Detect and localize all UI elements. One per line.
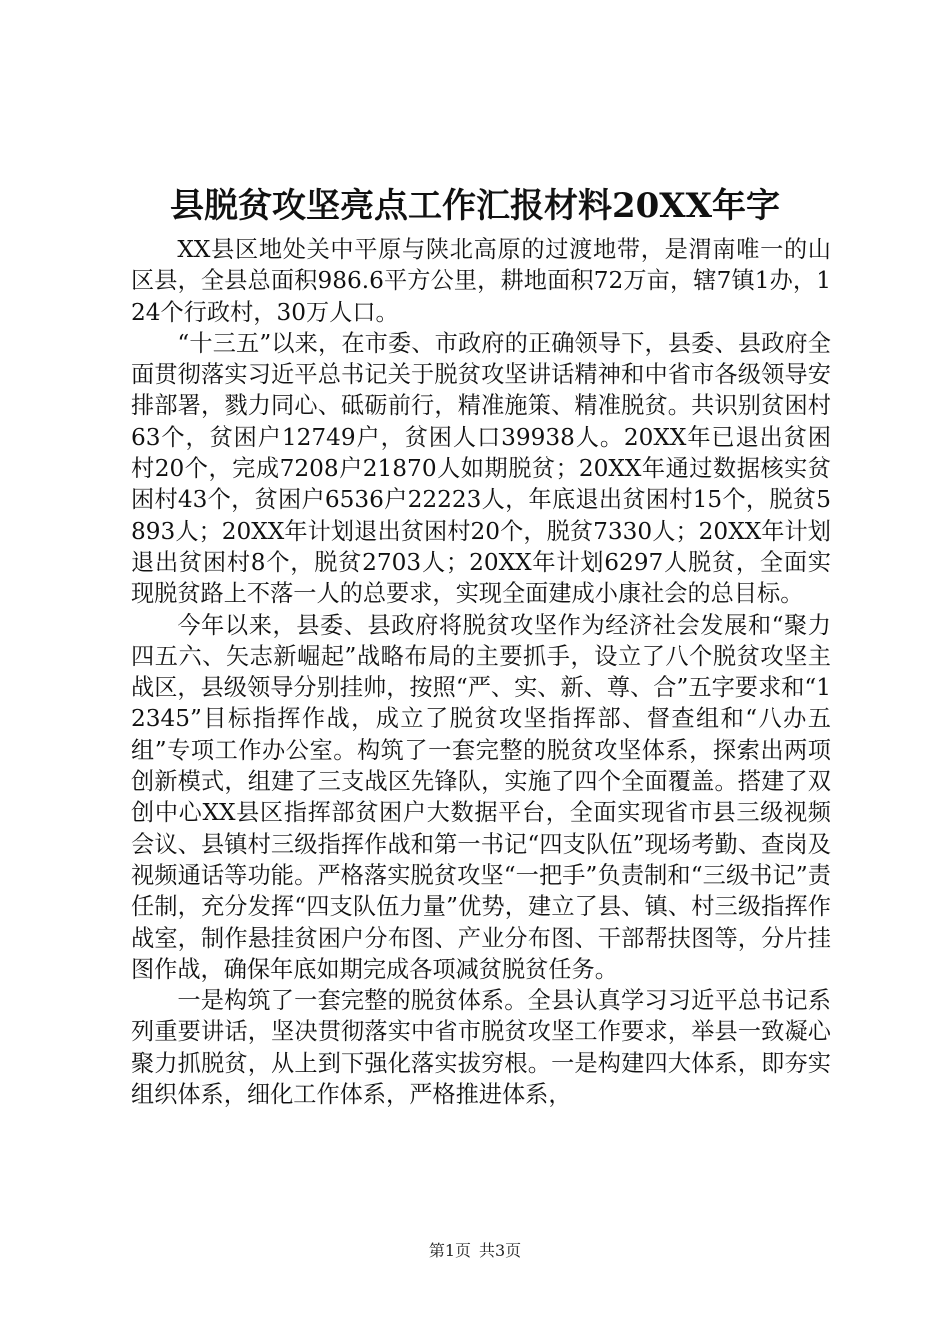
paragraph-2: “十三五”以来，在市委、市政府的正确领导下，县委、县政府全面贯彻落实习近平总书记关于脱贫攻坚讲话精神和中省市各级领导安排部署，戮力同心、砥砺前行，精准施策、精准脱贫。共识别贫困村63个，贫困户12749户，贫困人口39938人。20XX年已退出贫困村20个，完成7208户21870人如期脱贫；20XX年通过数据核实贫困村43个，贫困户6536户22223人，年底退出贫困村15个，脱贫5893人；20XX年计划退出贫困村20个，脱贫7330人；20XX年计划退出贫困村8个，脱贫2703人；20XX年计划6297人脱贫，全面实现脱贫路上不落一人的总要求，实现全面建成小康社会的总目标。: [131, 329, 831, 608]
page-number: 第1页: [428, 1241, 471, 1260]
document-title: 县脱贫攻坚亮点工作汇报材料20XX年字: [169, 186, 781, 226]
paragraph-3: 今年以来，县委、县政府将脱贫攻坚作为经济社会发展和“聚力四五六、矢志新崛起”战略布局的主要抓手，设立了八个脱贫攻坚主战区，县级领导分别挂帅，按照“严、实、新、尊、合”五字要求和“12345”目标指挥作战，成立了脱贫攻坚指挥部、督查组和“八办五组”专项工作办公室。构筑了一套完整的脱贫攻坚体系，探索出两项创新模式，组建了三支战区先锋队，实施了四个全面覆盖。搭建了双创中心XX县区指挥部贫困户大数据平台，全面实现省市县三级视频会议、县镇村三级指挥作战和第一书记“四支队伍”现场考勤、查岗及视频通话等功能。严格落实脱贫攻坚“一把手”负责制和“三级书记”责任制，充分发挥“四支队伍力量”优势，建立了县、镇、村三级指挥作战室，制作悬挂贫困户分布图、产业分布图、干部帮扶图等，分片挂图作战，确保年底如期完成各项减贫脱贫任务。: [131, 611, 831, 983]
page-total: 共3页: [479, 1241, 522, 1260]
document-body: [131, 234, 831, 1110]
paragraph-4: 一是构筑了一套完整的脱贫体系。全县认真学习习近平总书记系列重要讲话，坚决贯彻落实中省市脱贫攻坚工作要求，举县一致凝心聚力抓脱贫，从上到下强化落实拔穷根。一是构建四大体系，即夯实组织体系，细化工作体系，严格推进体系，: [131, 987, 831, 1109]
paragraph-1: XX县区地处关中平原与陕北高原的过渡地带，是渭南唯一的山区县，全县总面积986.6平方公里，耕地面积72万亩，辖7镇1办，124个行政村，30万人口。: [131, 236, 831, 326]
page-footer: [0, 1241, 950, 1261]
